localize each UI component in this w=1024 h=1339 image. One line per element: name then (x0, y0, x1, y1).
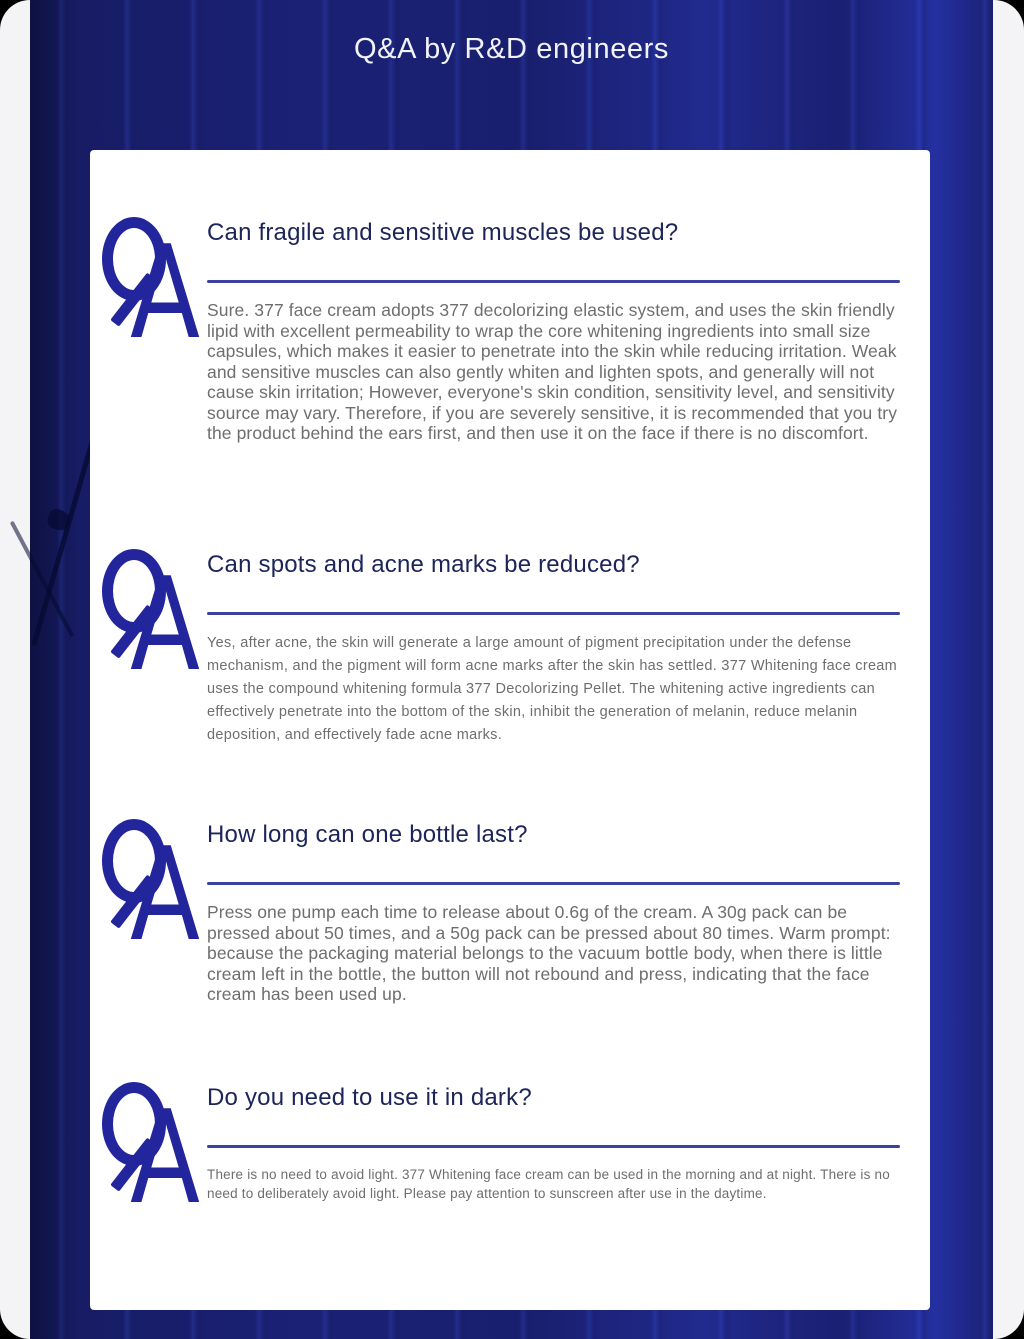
qa-section-body (207, 814, 902, 1005)
answer-text: Yes, after acne, the skin will generate a large amount of pigment precipitation under the defense mechanism, and the pigment will form acne marks after the skin has settled. 377 Whitening face cream uses the compound whitening formula 377 Decolorizing Pellet. The whitening active ingredients can effectively penetrate into the bottom of the skin, inhibit the generation of melanin, reduce melanin deposition, and effectively fade acne marks. (207, 635, 898, 743)
answer-text: Press one pump each time to release about 0.6g of the cream. A 30g pack can be pressed about 50 times, and a 50g pack can be pressed about 80 times. Warm prompt: because the packaging material belongs to the vacuum bottle body, when there is little cream left in the bottle, the button will not rebound and press, indicating that the face cream has been used up. (207, 902, 891, 1004)
answer-text: Sure. 377 face cream adopts 377 decolorizing elastic system, and uses the skin friendly lipid with excellent permeability to wrap the core whitening ingredients into small size capsules, which makes it easier to penetrate into the skin while reducing irritation. Weak and sensitive muscles can also gently whiten and lighten spots, and generally will not cause skin irritation; However, everyone's skin condition, sensitivity level, and sensitivity source may vary. Therefore, if you are severely sensitive, it is recommended that you try the product behind the ears first, and then use it on the face if there is no discomfort. (207, 300, 898, 443)
answer-text: There is no need to avoid light. 377 Whitening face cream can be used in the morning and at night. There is no need to deliberately avoid light. Please pay attention to sunscreen after use in the daytime. (207, 1167, 890, 1201)
qa-section-body (207, 212, 902, 444)
qa-section-1 (100, 212, 902, 444)
qa-monogram-a-letter: A (130, 821, 201, 970)
qa-monogram-icon (100, 212, 210, 368)
question-divider (207, 612, 900, 615)
question-divider (207, 882, 900, 885)
question-title: Can fragile and sensitive muscles be used? (207, 219, 679, 246)
question-title: How long can one bottle last? (207, 821, 528, 848)
question-divider (207, 280, 900, 283)
qa-monogram-a-letter: A (130, 219, 201, 368)
qa-monogram-icon (100, 1077, 210, 1233)
qa-section-3 (100, 814, 902, 1005)
page-title: Q&A by R&D engineers (353, 33, 670, 65)
question-divider (207, 1145, 900, 1148)
qa-section-2 (100, 544, 902, 747)
qa-section-body (207, 544, 902, 747)
qa-monogram-icon (100, 544, 210, 700)
promo-image-background (30, 0, 993, 1339)
qa-content-card (90, 150, 930, 1310)
qa-section-4 (100, 1077, 902, 1233)
question-title: Can spots and acne marks be reduced? (207, 551, 640, 578)
question-title: Do you need to use it in dark? (207, 1084, 532, 1111)
qa-monogram-a-letter: A (130, 1084, 201, 1233)
qa-monogram-a-letter: A (130, 551, 201, 700)
qa-monogram-icon (100, 814, 210, 970)
qa-section-body (207, 1077, 902, 1203)
